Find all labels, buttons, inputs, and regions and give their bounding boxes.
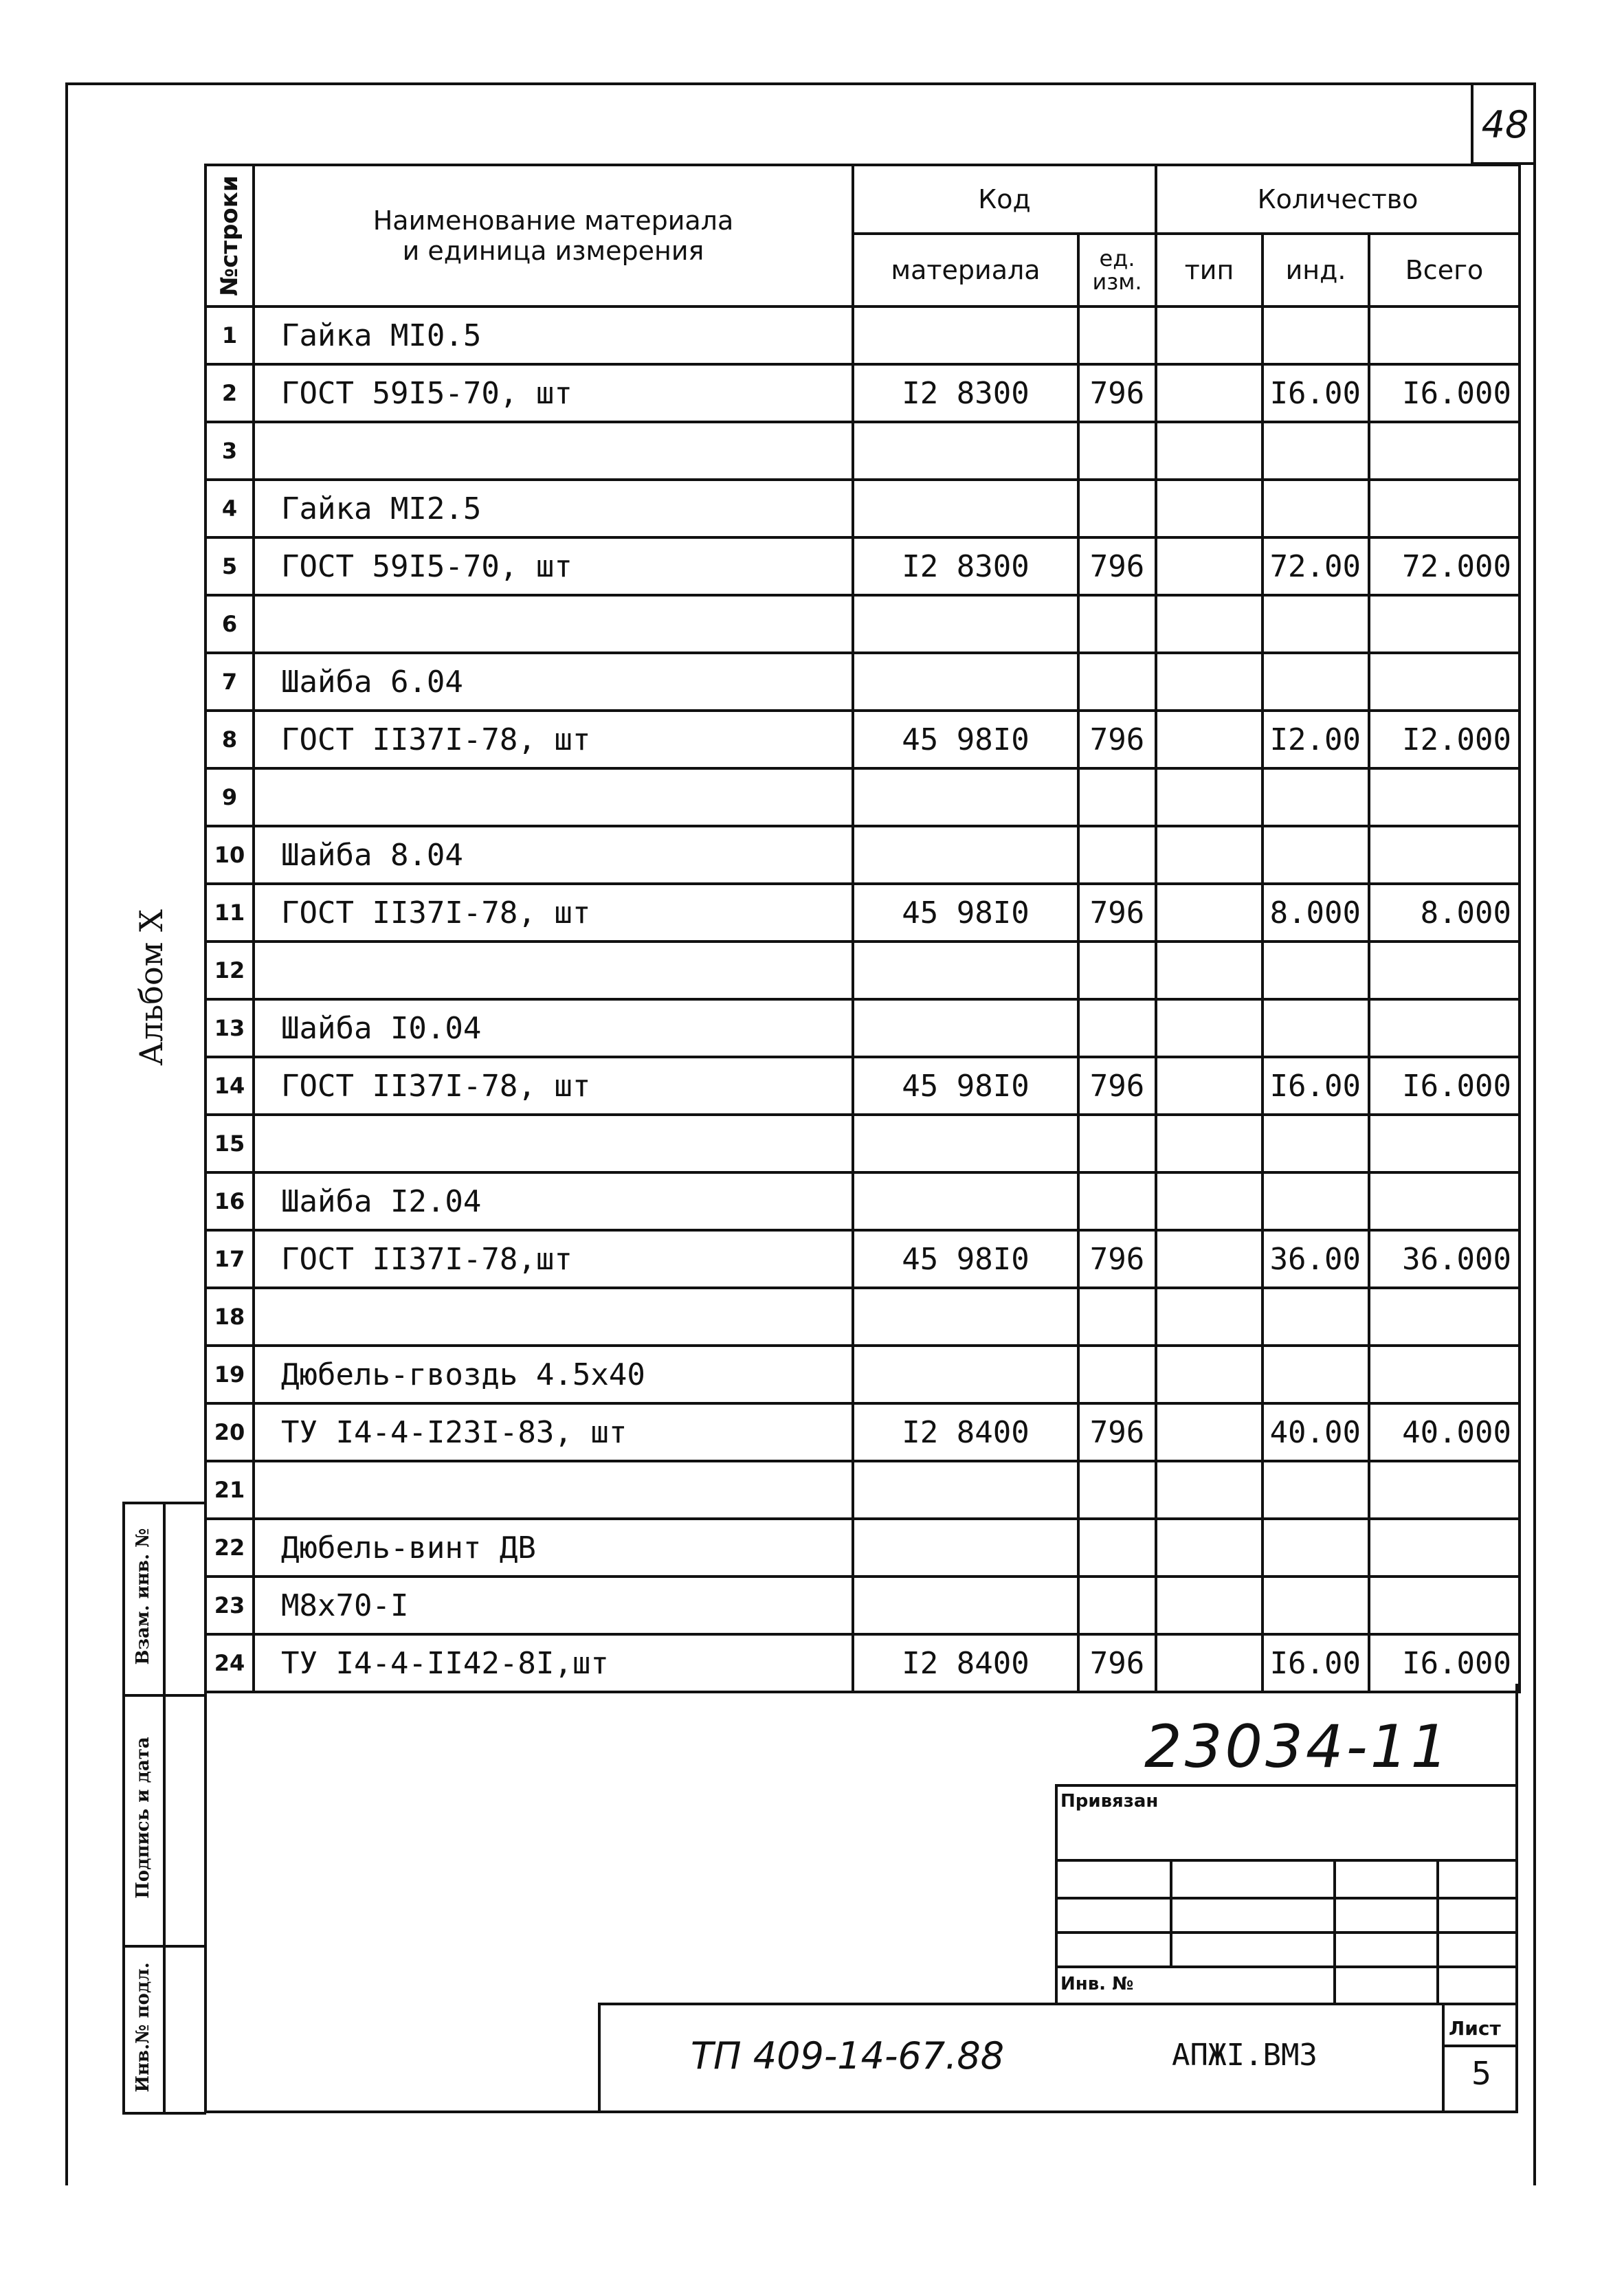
row-number-cell: 9 [205, 768, 254, 826]
material-code-cell [853, 942, 1078, 999]
qty-total-cell: I2.000 [1369, 711, 1520, 768]
material-name-cell: М8х70-I [254, 1577, 853, 1634]
unit-code-cell [1078, 307, 1156, 364]
margin-strip-div1 [122, 1694, 206, 1697]
material-code-cell [853, 1115, 1078, 1172]
qty-ind-cell: I6.00 [1263, 1057, 1369, 1115]
material-name-cell [254, 422, 853, 480]
qty-total-cell [1369, 942, 1520, 999]
qty-type-cell [1156, 1115, 1263, 1172]
row-number-cell: 7 [205, 653, 254, 711]
row-number-cell: 2 [205, 364, 254, 422]
material-name-cell [254, 942, 853, 999]
unit-code-cell: 796 [1078, 1634, 1156, 1692]
material-name-cell [254, 1115, 853, 1172]
table-row [205, 595, 1520, 653]
row-number-cell: 24 [205, 1634, 254, 1692]
material-code-cell: 45 98I0 [853, 884, 1078, 942]
material-code-cell [853, 480, 1078, 537]
table-row [205, 1634, 1520, 1692]
unit-code-cell [1078, 422, 1156, 480]
qty-ind-cell [1263, 653, 1369, 711]
material-name-cell: ГОСТ II37I-78,шт [254, 1230, 853, 1288]
qty-ind-cell: I6.00 [1263, 1634, 1369, 1692]
specification-table [204, 164, 1521, 1693]
qty-type-cell [1156, 422, 1263, 480]
unit-code-cell [1078, 826, 1156, 884]
material-name-cell: ГОСТ 59I5-70, шт [254, 364, 853, 422]
sheet-label: Лист [1449, 2017, 1501, 2040]
lower-left-line [204, 1684, 207, 2113]
material-name-cell: Шайба I0.04 [254, 999, 853, 1057]
table-row [205, 1519, 1520, 1577]
material-code-cell [853, 1172, 1078, 1230]
material-name-cell: ГОСТ II37I-78, шт [254, 711, 853, 768]
material-code-cell [853, 826, 1078, 884]
qty-ind-cell [1263, 999, 1369, 1057]
material-name-cell: Шайба I2.04 [254, 1172, 853, 1230]
row-number-cell: 18 [205, 1288, 254, 1346]
row-number-cell: 8 [205, 711, 254, 768]
row-number-cell: 21 [205, 1461, 254, 1519]
qty-total-cell [1369, 1115, 1520, 1172]
qty-total-cell [1369, 826, 1520, 884]
header-code-group: Код [853, 165, 1156, 234]
sheet-number: 5 [1471, 2055, 1492, 2092]
table-row [205, 537, 1520, 595]
material-code-cell: I2 8400 [853, 1634, 1078, 1692]
qty-total-cell: I6.000 [1369, 364, 1520, 422]
qty-type-cell [1156, 1230, 1263, 1288]
doc-code: ТП 409-14-67.88 [691, 2034, 1005, 2078]
qty-ind-cell [1263, 1115, 1369, 1172]
qty-type-cell [1156, 711, 1263, 768]
unit-code-cell [1078, 942, 1156, 999]
table-row [205, 1057, 1520, 1115]
material-name-cell [254, 595, 853, 653]
qty-total-cell: 40.000 [1369, 1403, 1520, 1461]
material-code-cell [853, 1288, 1078, 1346]
material-name-cell: Дюбель-винт ДВ [254, 1519, 853, 1577]
row-number-cell: 16 [205, 1172, 254, 1230]
unit-code-cell [1078, 1172, 1156, 1230]
qty-ind-cell [1263, 480, 1369, 537]
qty-total-cell: 72.000 [1369, 537, 1520, 595]
unit-code-cell [1078, 1288, 1156, 1346]
material-code-cell: I2 8300 [853, 537, 1078, 595]
header-row-number: №строки [205, 165, 254, 307]
qty-type-cell [1156, 480, 1263, 537]
header-qty-type: тип [1156, 234, 1263, 307]
material-name-cell [254, 1288, 853, 1346]
qty-ind-cell [1263, 422, 1369, 480]
row-number-cell: 6 [205, 595, 254, 653]
vzam-inv-label: Взам. инв. № [133, 1528, 153, 1665]
material-name-cell: ТУ I4-4-II42-8I,шт [254, 1634, 853, 1692]
qty-total-cell: I6.000 [1369, 1057, 1520, 1115]
table-row [205, 1346, 1520, 1403]
table-row [205, 307, 1520, 364]
qty-type-cell [1156, 595, 1263, 653]
unit-code-cell [1078, 999, 1156, 1057]
header-code-material: материала [853, 234, 1078, 307]
material-name-cell: Шайба 8.04 [254, 826, 853, 884]
stamp-top-line [1055, 1784, 1518, 1787]
stamp-row-line-3 [1055, 1931, 1518, 1934]
row-number-cell: 10 [205, 826, 254, 884]
qty-ind-cell [1263, 942, 1369, 999]
unit-code-cell [1078, 1519, 1156, 1577]
row-number-cell: 22 [205, 1519, 254, 1577]
qty-ind-cell: 8.000 [1263, 884, 1369, 942]
unit-code-cell [1078, 1461, 1156, 1519]
stamp-col-line-3 [1436, 1859, 1439, 2004]
unit-code-cell: 796 [1078, 537, 1156, 595]
unit-code-cell [1078, 595, 1156, 653]
qty-type-cell [1156, 884, 1263, 942]
title-block-left-line [598, 2003, 601, 2113]
qty-total-cell [1369, 999, 1520, 1057]
table-row [205, 768, 1520, 826]
lower-bottom-line [204, 2110, 1518, 2113]
unit-code-cell [1078, 1115, 1156, 1172]
row-number-cell: 20 [205, 1403, 254, 1461]
qty-type-cell [1156, 653, 1263, 711]
row-number-cell: 15 [205, 1115, 254, 1172]
unit-code-cell: 796 [1078, 364, 1156, 422]
qty-total-cell [1369, 1288, 1520, 1346]
qty-total-cell [1369, 422, 1520, 480]
qty-type-cell [1156, 1346, 1263, 1403]
table-row [205, 711, 1520, 768]
doc-mark: АПЖI.ВМ3 [1172, 2038, 1317, 2073]
qty-ind-cell [1263, 1288, 1369, 1346]
row-number-cell: 23 [205, 1577, 254, 1634]
row-number-cell: 17 [205, 1230, 254, 1288]
qty-ind-cell [1263, 1461, 1369, 1519]
material-code-cell [853, 768, 1078, 826]
qty-total-cell [1369, 1172, 1520, 1230]
margin-strip-bottom [122, 2112, 206, 2115]
material-name-cell: ТУ I4-4-I23I-83, шт [254, 1403, 853, 1461]
row-number-cell: 3 [205, 422, 254, 480]
unit-code-cell [1078, 768, 1156, 826]
qty-ind-cell [1263, 1172, 1369, 1230]
material-code-cell: 45 98I0 [853, 1057, 1078, 1115]
row-number-cell: 11 [205, 884, 254, 942]
handwritten-number: 23034-11 [1144, 1713, 1451, 1781]
qty-ind-cell [1263, 1577, 1369, 1634]
qty-type-cell [1156, 307, 1263, 364]
qty-total-cell: 8.000 [1369, 884, 1520, 942]
row-number-cell: 13 [205, 999, 254, 1057]
material-code-cell: I2 8300 [853, 364, 1078, 422]
unit-code-cell: 796 [1078, 711, 1156, 768]
qty-ind-cell: 36.00 [1263, 1230, 1369, 1288]
header-code-unit: ед. изм. [1078, 234, 1156, 307]
qty-total-cell [1369, 653, 1520, 711]
material-name-cell: Дюбель-гвоздь 4.5х40 [254, 1346, 853, 1403]
table-row [205, 826, 1520, 884]
material-code-cell: I2 8400 [853, 1403, 1078, 1461]
qty-total-cell [1369, 768, 1520, 826]
margin-strip-left [122, 1502, 125, 2113]
table-row [205, 653, 1520, 711]
unit-code-cell: 796 [1078, 1403, 1156, 1461]
qty-type-cell [1156, 1288, 1263, 1346]
qty-total-cell [1369, 307, 1520, 364]
unit-code-cell: 796 [1078, 884, 1156, 942]
qty-ind-cell [1263, 595, 1369, 653]
qty-ind-cell: I2.00 [1263, 711, 1369, 768]
material-code-cell [853, 595, 1078, 653]
material-name-cell: Гайка МI2.5 [254, 480, 853, 537]
qty-type-cell [1156, 1519, 1263, 1577]
stamp-row-line-2 [1055, 1897, 1518, 1900]
row-number-cell: 4 [205, 480, 254, 537]
table-row [205, 884, 1520, 942]
stamp-row-line-4 [1055, 1965, 1518, 1968]
header-qty-total: Всего [1369, 234, 1520, 307]
material-code-cell [853, 422, 1078, 480]
material-name-cell: ГОСТ II37I-78, шт [254, 1057, 853, 1115]
qty-type-cell [1156, 1172, 1263, 1230]
frame-left-line [65, 82, 68, 2185]
table-row [205, 364, 1520, 422]
qty-total-cell [1369, 1519, 1520, 1577]
material-name-cell [254, 768, 853, 826]
qty-total-cell: I6.000 [1369, 1634, 1520, 1692]
qty-ind-cell: 72.00 [1263, 537, 1369, 595]
header-name-line1: Наименование материала [372, 205, 734, 236]
row-number-cell: 1 [205, 307, 254, 364]
material-code-cell [853, 1461, 1078, 1519]
table-row [205, 942, 1520, 999]
qty-type-cell [1156, 364, 1263, 422]
stamp-col-line-1 [1170, 1859, 1172, 1965]
table-row [205, 1230, 1520, 1288]
qty-ind-cell: I6.00 [1263, 364, 1369, 422]
table-row [205, 422, 1520, 480]
material-code-cell [853, 307, 1078, 364]
margin-strip-top [122, 1502, 206, 1504]
material-code-cell: 45 98I0 [853, 1230, 1078, 1288]
material-code-cell [853, 1519, 1078, 1577]
unit-code-cell [1078, 1346, 1156, 1403]
qty-type-cell [1156, 537, 1263, 595]
corner-box-left [1471, 82, 1473, 164]
qty-type-cell [1156, 1057, 1263, 1115]
qty-total-cell [1369, 1461, 1520, 1519]
qty-type-cell [1156, 942, 1263, 999]
unit-code-cell [1078, 480, 1156, 537]
qty-total-cell [1369, 480, 1520, 537]
qty-ind-cell [1263, 1519, 1369, 1577]
table-row [205, 999, 1520, 1057]
qty-total-cell [1369, 595, 1520, 653]
table-row [205, 1288, 1520, 1346]
material-name-cell: ГОСТ II37I-78, шт [254, 884, 853, 942]
qty-type-cell [1156, 1461, 1263, 1519]
material-name-cell [254, 1461, 853, 1519]
frame-right-line [1533, 82, 1536, 2185]
material-code-cell [853, 653, 1078, 711]
inv-no-label: Инв. № [1060, 1974, 1134, 1994]
table-row [205, 480, 1520, 537]
qty-ind-cell [1263, 307, 1369, 364]
privyazan-label: Привязан [1060, 1791, 1159, 1812]
qty-type-cell [1156, 999, 1263, 1057]
qty-ind-cell: 40.00 [1263, 1403, 1369, 1461]
header-name [254, 165, 853, 307]
header-name-line2: и единица измерения [402, 236, 704, 266]
row-number-cell: 12 [205, 942, 254, 999]
table-row [205, 1577, 1520, 1634]
qty-ind-cell [1263, 1346, 1369, 1403]
frame-top-line [65, 82, 1536, 85]
sheet-box-mid [1442, 2045, 1518, 2047]
material-code-cell: 45 98I0 [853, 711, 1078, 768]
unit-code-cell: 796 [1078, 1230, 1156, 1288]
album-label: Альбом X [133, 909, 170, 1066]
podpis-data-label: Подпись и дата [133, 1737, 153, 1899]
material-name-cell: Шайба 6.04 [254, 653, 853, 711]
material-code-cell [853, 999, 1078, 1057]
qty-ind-cell [1263, 768, 1369, 826]
stamp-row-line-1 [1055, 1859, 1518, 1862]
margin-strip-right [163, 1502, 166, 2113]
table-row [205, 1461, 1520, 1519]
row-number-cell: 14 [205, 1057, 254, 1115]
qty-type-cell [1156, 1403, 1263, 1461]
row-number-cell: 19 [205, 1346, 254, 1403]
unit-code-cell [1078, 653, 1156, 711]
qty-total-cell [1369, 1346, 1520, 1403]
header-qty-group: Количество [1156, 165, 1520, 234]
qty-type-cell [1156, 768, 1263, 826]
stamp-left-line [1055, 1784, 1058, 2004]
title-block-top-line [598, 2003, 1518, 2005]
stamp-col-line-2 [1333, 1859, 1336, 2004]
qty-ind-cell [1263, 826, 1369, 884]
row-number-cell: 5 [205, 537, 254, 595]
material-name-cell: ГОСТ 59I5-70, шт [254, 537, 853, 595]
material-code-cell [853, 1577, 1078, 1634]
qty-type-cell [1156, 826, 1263, 884]
corner-sheet-number: 48 [1481, 103, 1529, 146]
header-qty-ind: инд. [1263, 234, 1369, 307]
inv-podl-label: Инв.№ подл. [133, 1962, 153, 2093]
qty-type-cell [1156, 1577, 1263, 1634]
qty-total-cell [1369, 1577, 1520, 1634]
material-code-cell [853, 1346, 1078, 1403]
table-row [205, 1403, 1520, 1461]
unit-code-cell: 796 [1078, 1057, 1156, 1115]
unit-code-cell [1078, 1577, 1156, 1634]
material-name-cell: Гайка МI0.5 [254, 307, 853, 364]
qty-total-cell: 36.000 [1369, 1230, 1520, 1288]
table-row [205, 1172, 1520, 1230]
qty-type-cell [1156, 1634, 1263, 1692]
table-row [205, 1115, 1520, 1172]
